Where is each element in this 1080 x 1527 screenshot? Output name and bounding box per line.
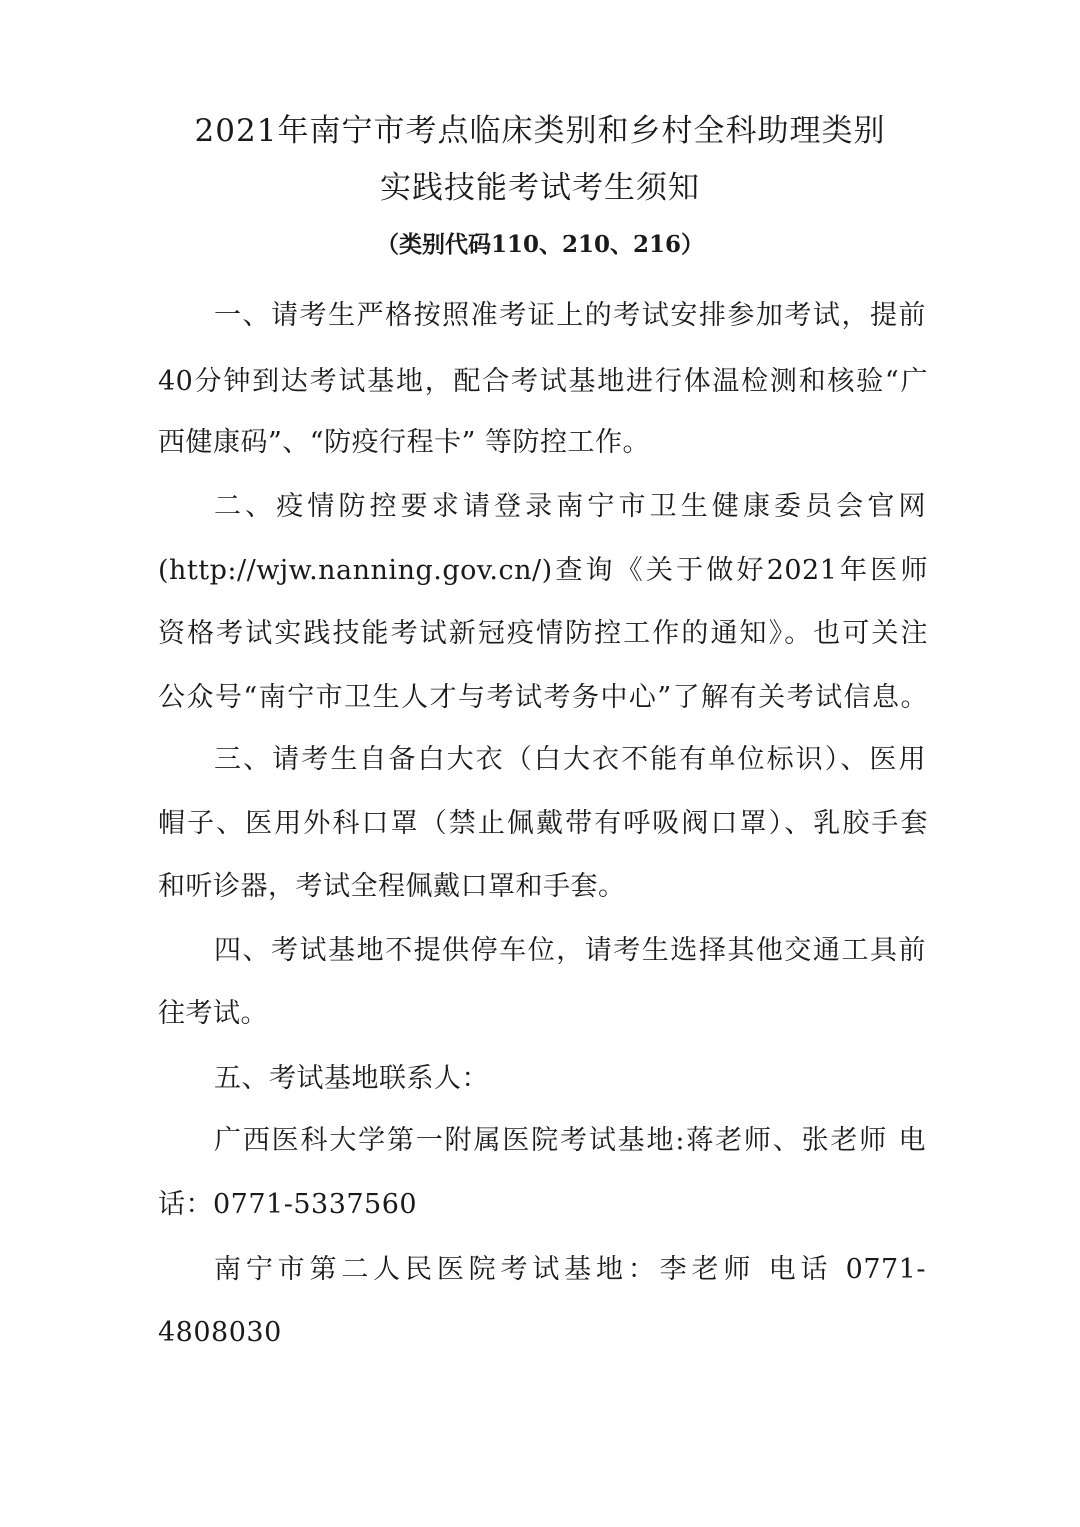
contact-2-line-2: 4808030	[158, 1317, 282, 1348]
item-2-line-3: 资格考试实践技能考试新冠疫情防控工作的通知》。也可关注	[158, 618, 928, 649]
item-3-line-3: 和听诊器，考试全程佩戴口罩和手套。	[158, 871, 626, 902]
title-line-2: 实践技能考试考生须知	[380, 170, 700, 206]
item-1-line-2: 40分钟到达考试基地，配合考试基地进行体温检测和核验“广	[158, 366, 928, 397]
item-1-line-1: 一、请考生严格按照准考证上的考试安排参加考试，提前	[214, 300, 926, 331]
item-2-line-2: (http://wjw.nanning.gov.cn/)查询《关于做好2021年医师	[158, 555, 928, 586]
item-3-line-2: 帽子、医用外科口罩（禁止佩戴带有呼吸阀口罩）、乳胶手套	[158, 808, 928, 839]
category-code-subtitle: （类别代码110、210、216）	[375, 231, 705, 258]
item-2-line-1: 二、疫情防控要求请登录南宁市卫生健康委员会官网	[214, 491, 926, 522]
item-2-line-4: 公众号“南宁市卫生人才与考试考务中心”了解有关考试信息。	[158, 682, 928, 713]
item-5-heading: 五、考试基地联系人：	[214, 1063, 489, 1094]
contact-1-line-2: 话：0771-5337560	[158, 1189, 418, 1220]
item-4-line-1: 四、考试基地不提供停车位，请考生选择其他交通工具前	[214, 935, 926, 966]
item-4-line-2: 往考试。	[158, 998, 268, 1029]
item-1-line-3: 西健康码”、“防疫行程卡” 等防控工作。	[158, 427, 650, 458]
item-3-line-1: 三、请考生自备白大衣（白大衣不能有单位标识）、医用	[214, 744, 926, 775]
title-line-1: 2021年南宁市考点临床类别和乡村全科助理类别	[194, 113, 886, 149]
contact-2-line-1: 南宁市第二人民医院考试基地：李老师 电话 0771-	[214, 1254, 926, 1285]
contact-1-line-1: 广西医科大学第一附属医院考试基地:蒋老师、张老师 电	[214, 1125, 926, 1156]
